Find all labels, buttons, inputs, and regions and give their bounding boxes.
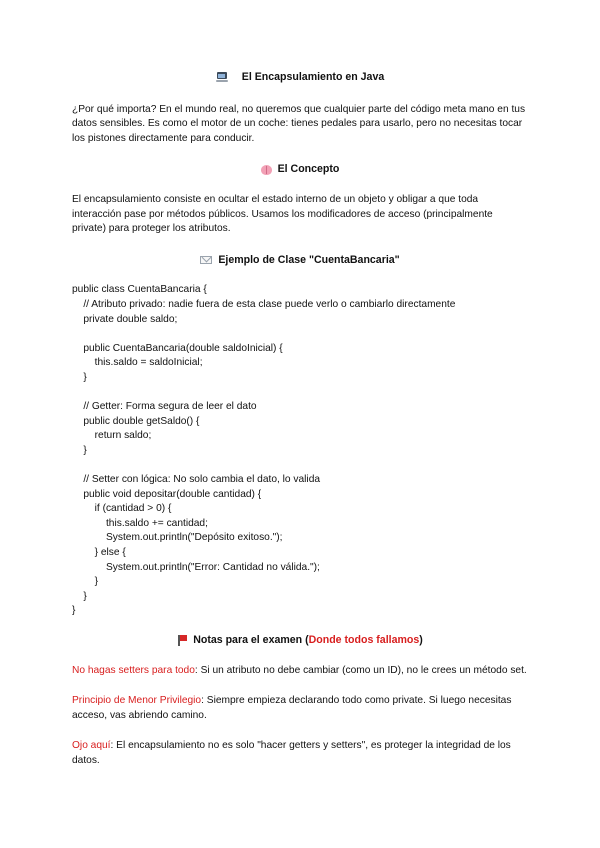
note-item: [72, 694, 528, 723]
code-line: this.saldo = saldoInicial;: [72, 357, 203, 369]
code-line: }: [72, 590, 87, 602]
notes-heading-suffix: ): [419, 634, 423, 646]
note-text: : El encapsulamiento no es solo "hacer getters y setters", es proteger la integridad de los datos.: [72, 740, 511, 766]
code-line: public CuentaBancaria(double saldoInicial) {: [72, 342, 283, 354]
code-line: // Atributo privado: nadie fuera de esta clase puede verlo o cambiarlo directamente: [72, 298, 456, 310]
code-line: // Setter con lógica: No solo cambia el dato, lo valida: [72, 474, 321, 486]
document-title: [72, 70, 528, 85]
note-text: : Si un atributo no debe cambiar (como un ID), no le crees un método set.: [194, 664, 527, 676]
code-line: public void depositar(double cantidad) {: [72, 488, 262, 500]
code-line: [72, 458, 528, 473]
code-line: }: [72, 371, 87, 383]
notes-heading-text: [193, 633, 423, 648]
notes-heading: [72, 633, 528, 648]
code-line: System.out.println("Depósito exitoso.");: [72, 532, 283, 544]
code-line: private double saldo;: [72, 313, 178, 325]
code-line: }: [72, 576, 99, 588]
notes-heading-prefix: Notas para el examen (: [193, 634, 309, 646]
note-item: [72, 664, 528, 679]
brain-icon: [261, 165, 272, 175]
note-label: Ojo aquí: [72, 740, 111, 752]
code-line: }: [72, 605, 76, 617]
concept-paragraph: El encapsulamiento consiste en ocultar el estado interno de un objeto y obligar a que toda interacción pase por métodos públicos. Usamos los modificadores de acceso (principalmente private) para proteger los atributos.: [72, 193, 493, 235]
note-text: : Siempre empieza declarando todo como private. Si luego necesitas acceso, vas abriendo camino.: [72, 695, 512, 721]
code-line: [72, 327, 528, 342]
code-line: } else {: [72, 547, 126, 559]
code-line: if (cantidad > 0) {: [72, 503, 172, 515]
code-line: System.out.println("Error: Cantidad no válida.");: [72, 561, 320, 573]
concept-heading-text: El Concepto: [277, 163, 340, 176]
intro-paragraph: ¿Por qué importa? En el mundo real, no queremos que cualquier parte del código meta mano en tus datos sensibles. Es como el motor de un coche: tienes pedales para usarlo, pero no necesitas tocar los pistones directamente para conducir.: [72, 103, 526, 144]
note-item: [72, 739, 528, 768]
example-heading: [72, 253, 528, 268]
flag-icon: [177, 635, 187, 646]
code-line: // Getter: Forma segura de leer el dato: [72, 401, 257, 413]
code-block: [72, 283, 528, 619]
example-heading-text: Ejemplo de Clase "CuentaBancaria": [218, 253, 400, 266]
concept-heading: [72, 162, 528, 177]
notes-heading-highlight: Donde todos fallamos: [308, 634, 420, 646]
code-line: this.saldo += cantidad;: [72, 517, 208, 529]
note-label: Principio de Menor Privilegio: [72, 695, 202, 707]
document-page: [72, 70, 528, 785]
document-title-text: El Encapsulamiento en Java: [241, 71, 385, 83]
code-line: public class CuentaBancaria {: [72, 284, 207, 296]
code-line: public double getSaldo() {: [72, 415, 200, 427]
code-line: return saldo;: [72, 430, 152, 442]
laptop-icon: [216, 72, 228, 82]
code-line: [72, 386, 528, 401]
note-label: No hagas setters para todo: [72, 664, 195, 676]
envelope-icon: [200, 256, 212, 264]
code-line: }: [72, 444, 87, 456]
